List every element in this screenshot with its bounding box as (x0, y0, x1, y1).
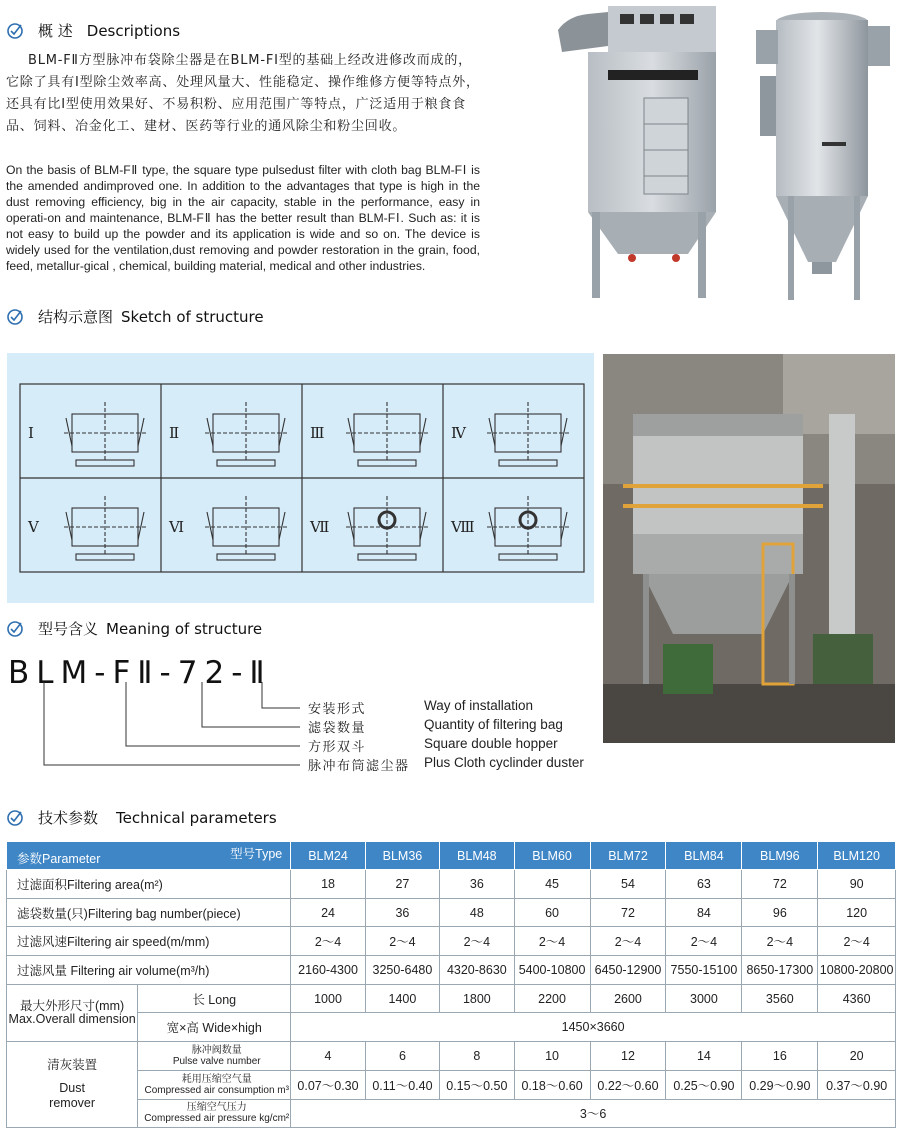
value-cell: 18 (291, 870, 366, 899)
value-cell: 0.29～0.90 (742, 1070, 818, 1099)
value-cell: 27 (365, 870, 439, 899)
value-cell: 4360 (818, 984, 896, 1013)
value-cell: 4 (291, 1042, 366, 1071)
width-value-cell: 1450×3660 (291, 1013, 896, 1042)
param-name-cell: 过滤风量 Filtering air volume(m³/h) (7, 956, 291, 985)
heading-en: Technical parameters (116, 808, 277, 827)
value-cell: 6 (365, 1042, 439, 1071)
sketch-cell (205, 496, 287, 560)
meaning-item-zh: 方形双斗 (308, 740, 367, 755)
value-cell: 0.22～0.60 (590, 1070, 666, 1099)
sketch-cell (64, 402, 146, 466)
heading-en: Sketch of structure (121, 307, 264, 326)
param-name-cell: 滤袋数量(只)Filtering bag number(piece) (7, 898, 291, 927)
value-cell: 0.37～0.90 (818, 1070, 896, 1099)
section-heading-technical (6, 807, 277, 828)
value-cell: 72 (742, 870, 818, 899)
model-header-cell: BLM120 (818, 842, 896, 870)
sketch-cell (346, 496, 428, 560)
value-cell: 60 (514, 898, 590, 927)
value-cell: 54 (590, 870, 666, 899)
value-cell: 3250-6480 (365, 956, 439, 985)
dimension-group-en: Max.Overall dimension (8, 1011, 136, 1026)
sketch-label: Ⅷ (451, 518, 475, 536)
meaning-item-zh: 滤袋数量 (308, 721, 367, 736)
param-name-cell: 过滤风速Filtering air speed(m/mm) (7, 927, 291, 956)
value-cell: 2～4 (818, 927, 896, 956)
sketch-label: Ⅳ (451, 424, 466, 442)
sub-label-zh: 脉冲阀数量 (191, 1044, 242, 1056)
value-cell: 2～4 (440, 927, 515, 956)
sketch-cell (205, 402, 287, 466)
meaning-item-en: Plus Cloth cyclinder duster (424, 755, 584, 770)
value-cell: 2～4 (291, 927, 366, 956)
pressure-value-cell: 3～6 (291, 1099, 896, 1128)
sketch-label: Ⅲ (310, 424, 325, 442)
sketch-label: Ⅵ (169, 518, 185, 536)
check-circle-icon (6, 308, 24, 326)
header-type-label: 型号Type (230, 847, 283, 861)
remover-sub-label-cell (138, 1099, 291, 1128)
value-cell: 2～4 (666, 927, 742, 956)
value-cell: 84 (666, 898, 742, 927)
value-cell: 96 (742, 898, 818, 927)
value-cell: 2～4 (590, 927, 666, 956)
sub-label-zh: 压缩空气压力 (186, 1102, 247, 1114)
installation-photo (603, 354, 895, 743)
structure-sketch-panel (7, 353, 594, 603)
meaning-item-en: Square double hopper (424, 736, 558, 751)
value-cell: 20 (818, 1042, 896, 1071)
sketch-cell (64, 496, 146, 560)
section-heading-descriptions (6, 20, 180, 41)
value-cell: 48 (440, 898, 515, 927)
value-cell: 36 (365, 898, 439, 927)
section-heading-meaning (6, 618, 262, 639)
sub-label-en: Compressed air consumption m³ (144, 1084, 289, 1096)
value-cell: 63 (666, 870, 742, 899)
description-english: On the basis of BLM-FⅡ type, the square type pulsedust filter with cloth bag BLM-FⅠ is the amended andimproved one. In addition to the advantages that type is high in the dust removing efficiency, big in the air capacity, stable in the performance, easy in operati-on and maintenance, BLM-FⅡ has the better result than BLM-FⅠ. Such as: it is not easy to build up the powder and its application is wide and so on. The device is widely used for the ventilation,dust removing and powder restoration in the grain, food, feed, metallur-gical , chemical, building material, medical and other industries. (6, 163, 480, 273)
table-row (7, 870, 896, 899)
technical-parameters-table (6, 841, 896, 1128)
sub-label-en: Compressed air pressure kg/cm² (144, 1113, 290, 1125)
meaning-item-en: Way of installation (424, 698, 534, 713)
param-name-cell: 过滤面积Filtering area(m²) (7, 870, 291, 899)
value-cell: 72 (590, 898, 666, 927)
value-cell: 16 (742, 1042, 818, 1071)
value-cell: 0.11～0.40 (365, 1070, 439, 1099)
value-cell: 1400 (365, 984, 439, 1013)
value-cell: 10 (514, 1042, 590, 1071)
meaning-item-zh: 脉冲布筒滤尘器 (308, 759, 410, 774)
table-row (7, 1070, 896, 1099)
sketch-label: Ⅴ (28, 518, 39, 536)
sketch-cell (487, 402, 569, 466)
model-code: BLM-FⅡ-72-Ⅱ (8, 655, 272, 691)
value-cell: 3560 (742, 984, 818, 1013)
heading-zh: 型号含义 (38, 620, 99, 638)
check-circle-icon (6, 620, 24, 638)
remover-sub-label-cell (138, 1042, 291, 1071)
section-heading-sketch (6, 306, 264, 327)
remover-group-en: Dust remover (49, 1081, 96, 1111)
sub-label-zh: 耗用压缩空气量 (181, 1073, 252, 1085)
model-header-cell: BLM84 (666, 842, 742, 870)
value-cell: 2600 (590, 984, 666, 1013)
value-cell: 24 (291, 898, 366, 927)
value-cell: 2～4 (365, 927, 439, 956)
check-circle-icon (6, 809, 24, 827)
table-row (7, 898, 896, 927)
header-param-label: 参数Parameter (17, 852, 101, 866)
sub-label-en: Pulse valve number (172, 1055, 261, 1067)
structure-sketch-diagram (7, 353, 594, 603)
dimension-group-cell (7, 984, 138, 1041)
value-cell: 8650-17300 (742, 956, 818, 985)
dimension-group-zh: 最大外形尺寸(mm) (20, 998, 125, 1013)
square-filter-photo (548, 6, 720, 302)
value-cell: 2～4 (742, 927, 818, 956)
model-header-cell: BLM96 (742, 842, 818, 870)
value-cell: 14 (666, 1042, 742, 1071)
header-diagonal-cell (7, 842, 291, 870)
meaning-item-en: Quantity of filtering bag (424, 717, 563, 732)
table-row (7, 956, 896, 985)
value-cell: 90 (818, 870, 896, 899)
width-label-cell: 宽×高 Wide×high (138, 1013, 291, 1042)
value-cell: 0.07～0.30 (291, 1070, 366, 1099)
table-header-row (7, 842, 896, 870)
heading-zh: 概 述 (38, 22, 73, 40)
value-cell: 1000 (291, 984, 366, 1013)
value-cell: 6450-12900 (590, 956, 666, 985)
remover-group-cell (7, 1042, 138, 1128)
sketch-label: Ⅶ (310, 518, 330, 536)
heading-en: Descriptions (86, 21, 181, 40)
sketch-cell (346, 402, 428, 466)
table-row (7, 1042, 896, 1071)
length-label-cell: 长 Long (138, 984, 291, 1013)
value-cell: 8 (440, 1042, 515, 1071)
model-header-cell: BLM36 (365, 842, 439, 870)
description-chinese: BLM-FⅡ方型脉冲布袋除尘器是在BLM-FⅠ型的基础上经改进修改而成的，它除了具有Ⅰ型除尘效率高、处理风量大、性能稳定、操作维修方便等特点外，还具有比Ⅰ型使用效果好、不易积粉、应用范围广等特点，广泛适用于粮食食品、饲料、冶金化工、建材、医药等行业的通风除尘和粉尘回收。 (6, 53, 480, 134)
table-row (7, 927, 896, 956)
value-cell: 3000 (666, 984, 742, 1013)
table-row (7, 1099, 896, 1128)
value-cell: 5400-10800 (514, 956, 590, 985)
value-cell: 0.25～0.90 (666, 1070, 742, 1099)
value-cell: 0.15～0.50 (440, 1070, 515, 1099)
model-header-cell: BLM48 (440, 842, 515, 870)
meaning-item-zh: 安装形式 (308, 702, 367, 717)
heading-zh: 技术参数 (38, 809, 99, 827)
table-row (7, 984, 896, 1013)
value-cell: 2200 (514, 984, 590, 1013)
value-cell: 120 (818, 898, 896, 927)
value-cell: 0.18～0.60 (514, 1070, 590, 1099)
value-cell: 36 (440, 870, 515, 899)
value-cell: 12 (590, 1042, 666, 1071)
value-cell: 4320-8630 (440, 956, 515, 985)
heading-zh: 结构示意图 (38, 308, 114, 326)
value-cell: 7550-15100 (666, 956, 742, 985)
value-cell: 2160-4300 (291, 956, 366, 985)
sketch-label: Ⅱ (169, 424, 180, 442)
check-circle-icon (6, 22, 24, 40)
model-header-cell: BLM72 (590, 842, 666, 870)
cylinder-filter-photo (738, 6, 896, 302)
remover-group-zh: 清灰装置 (47, 1058, 98, 1073)
value-cell: 1800 (440, 984, 515, 1013)
value-cell: 2～4 (514, 927, 590, 956)
model-header-cell: BLM24 (291, 842, 366, 870)
sketch-label: Ⅰ (28, 424, 34, 442)
sketch-cell (487, 496, 569, 560)
heading-en: Meaning of structure (106, 619, 263, 638)
value-cell: 10800-20800 (818, 956, 896, 985)
remover-sub-label-cell (138, 1070, 291, 1099)
model-header-cell: BLM60 (514, 842, 590, 870)
table-row (7, 1013, 896, 1042)
value-cell: 45 (514, 870, 590, 899)
